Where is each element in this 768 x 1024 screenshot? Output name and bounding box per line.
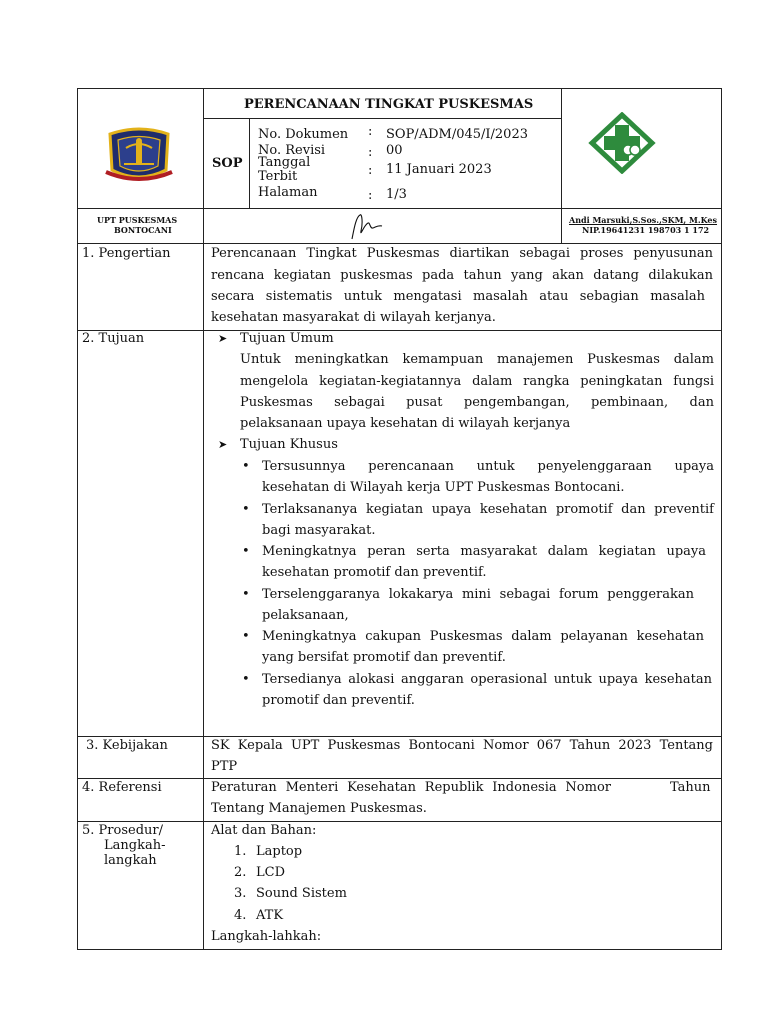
arrow-bullet-icon: ➤ [218,332,228,345]
section-label-tujuan: 2. Tujuan [82,331,145,346]
langkah-title: Langkah-lahkah: [211,929,322,944]
referensi-line-1b: Tahun [670,780,711,795]
divider-v-sop [249,118,250,208]
field-sep-no-revisi: : [368,145,373,160]
section-label-pengertian: 1. Pengertian [82,246,171,261]
bullet-dot-icon: • [242,629,250,644]
divider-h-pengertian [77,330,722,331]
tujuan-umum-line-2: mengelola kegiatan-kegiatannya dalam rangka peningkatan fungsi [240,374,714,389]
tujuan-umum-line-4: pelaksanaan upaya kesehatan di wilayah kerjanya [240,416,571,431]
bullet-dot-icon: • [242,459,250,474]
khusus-item-2-line-2: bagi masyarakat. [262,523,376,538]
divider-h-referensi [77,821,722,822]
kebijakan-line-2: PTP [211,759,238,774]
khusus-item-3-line-1: Meningkatnya peran serta masyarakat dalam kegiatan upaya [262,544,706,559]
field-value-no-revisi: 00 [386,143,403,158]
signature-mark [346,211,386,241]
org-name-line1: UPT PUSKESMAS [97,215,178,225]
section-label-kebijakan: 3. Kebijakan [86,738,168,753]
signer-nip: NIP.19641231 198703 1 172 [582,225,710,235]
field-value-no-dokumen: SOP/ADM/045/I/2023 [386,127,528,142]
referensi-line-2: Tentang Manajemen Puskesmas. [211,801,427,816]
alat-num-1: 1. [234,844,247,859]
alat-item-2: LCD [256,865,286,880]
bullet-dot-icon: • [242,587,250,602]
alat-num-3: 3. [234,886,247,901]
field-label-halaman: Halaman [258,185,318,200]
tujuan-umum-title: Tujuan Umum [240,331,334,346]
pengertian-line-4: kesehatan masyarakat di wilayah kerjanya. [211,310,496,325]
khusus-item-5-line-2: yang bersifat promotif dan preventif. [262,650,506,665]
field-sep-terbit: : [368,163,373,178]
tujuan-khusus-title: Tujuan Khusus [240,437,338,452]
arrow-bullet-icon: ➤ [218,438,228,451]
field-label-tanggal: Tanggal [258,155,311,170]
field-sep-no-dokumen: : [368,124,373,139]
section-label-referensi: 4. Referensi [82,780,162,795]
alat-item-1: Laptop [256,844,303,859]
bullet-dot-icon: • [242,502,250,517]
alat-title: Alat dan Bahan: [211,823,317,838]
field-value-terbit: 11 Januari 2023 [386,162,492,177]
field-value-halaman: 1/3 [386,187,407,202]
khusus-item-4-line-2: pelaksanaan, [262,608,349,623]
field-label-no-dokumen: No. Dokumen [258,127,349,142]
divider-h-header [77,208,722,209]
right-logo [588,112,656,174]
table-border-bottom [77,949,722,950]
khusus-item-5-line-1: Meningkatnya cakupan Puskesmas dalam pelayanan kesehatan [262,629,704,644]
field-sep-halaman: : [368,188,373,203]
divider-v-right [561,88,562,244]
bullet-dot-icon: • [242,672,250,687]
sop-label: SOP [212,156,243,171]
table-border-top [77,88,722,89]
section-label-prosedur-1: 5. Prosedur/ [82,823,163,838]
khusus-item-3-line-2: kesehatan promotif dan preventif. [262,565,487,580]
left-logo [104,124,174,186]
pengertian-line-1: Perencanaan Tingkat Puskesmas diartikan sebagai proses penyusunan [211,246,713,261]
pengertian-line-2: rencana kegiatan puskesmas pada tahun yang akan datang dilakukan [211,268,713,283]
field-label-terbit: Terbit [258,169,298,184]
document-title: PERENCANAAN TINGKAT PUSKESMAS [244,97,534,112]
kebijakan-line-1: SK Kepala UPT Puskesmas Bontocani Nomor 067 Tahun 2023 Tentang [211,738,713,753]
alat-item-4: ATK [256,908,284,923]
khusus-item-6-line-2: promotif dan preventif. [262,693,415,708]
section-label-prosedur-2: Langkah- [104,838,166,853]
tujuan-umum-line-1: Untuk meningkatkan kemampuan manajemen Puskesmas dalam [240,352,714,367]
alat-item-3: Sound Sistem [256,886,347,901]
tujuan-umum-line-3: Puskesmas sebagai pusat pengembangan, pembinaan, dan [240,395,714,410]
pengertian-line-3: secara sistematis untuk mengatasi masalah atau sebagian masalah [211,289,705,304]
bullet-dot-icon: • [242,544,250,559]
khusus-item-1-line-1: Tersusunnya perencanaan untuk penyelenggaraan upaya [262,459,714,474]
signer-name: Andi Marsuki,S.Sos.,SKM, M.Kes [569,215,718,225]
khusus-item-1-line-2: kesehatan di Wilayah kerja UPT Puskesmas Bontocani. [262,480,625,495]
khusus-item-4-line-1: Terselenggaranya lokakarya mini sebagai forum penggerakan [262,587,694,602]
divider-h-title [203,118,562,119]
field-label-no-revisi: No. Revisi [258,143,326,158]
org-name-line2: BONTOCANI [114,225,172,235]
alat-num-4: 4. [234,908,247,923]
alat-num-2: 2. [234,865,247,880]
section-label-prosedur-3: langkah [104,853,157,868]
khusus-item-6-line-1: Tersedianya alokasi anggaran operasional untuk upaya kesehatan [262,672,712,687]
referensi-line-1a: Peraturan Menteri Kesehatan Republik Indonesia Nomor [211,780,611,795]
khusus-item-2-line-1: Terlaksananya kegiatan upaya kesehatan promotif dan preventif [262,502,714,517]
